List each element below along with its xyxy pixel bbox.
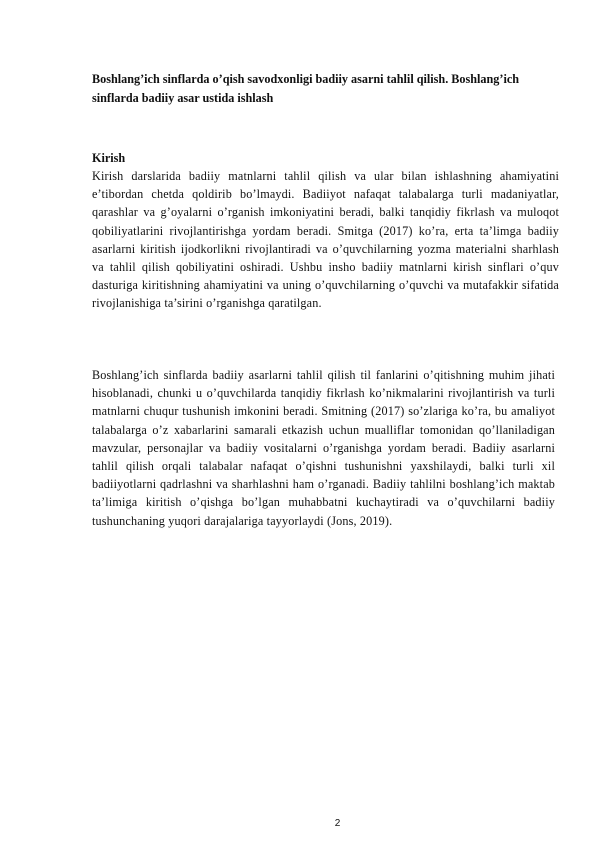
document-title: Boshlang’ich sinflarda o’qish savodxonligi badiiy asarni tahlil qilish. Boshlang’ich sinflarda badiiy asar ustida ishlash: [92, 72, 520, 105]
section-heading: Kirish: [92, 151, 126, 165]
paragraph-1: Kirish darslarida badiiy matnlarni tahlil qilish va ular bilan ishlashning ahamiyatini e’tibordan chetda qoldirib bo’lmaydi. Badiiyot nafaqat talabalarga turli madaniyatlar, qarashlar va g’oyalarni o’rganish imkoniyatini beradi, balki tanqidiy fikrlash va muloqot qobiliyatlarini rivojlantirishga yordam beradi. Smitga (2017) ko’ra, erta ta’limga badiiy asarlarni kiritish ijodkorlikni rivojlantiradi va o’quvchilarning yozma materialni sharhlash va tahlil qilish qobiliyatini oshiradi. Ushbu insho badiiy matnlarni kirish sinflari o’quv dasturiga kiritishning ahamiyatini va uning o’quvchilarning o’quvchi va mutafakkir sifatida rivojlanishiga ta’sirini o’rganishga qaratilgan.: [92, 169, 559, 311]
page-number: 2: [334, 818, 341, 829]
paragraph-2: Boshlang’ich sinflarda badiiy asarlarni tahlil qilish til fanlarini o’qitishning muhim jihati hisoblanadi, chunki u o’quvchilarda tanqidiy fikrlash ko’nikmalarini rivojlantirish va turli matnlarni chuqur tushunish imkonini beradi. Smitning (2017) so’zlariga ko’ra, bu amaliyot talabalarga o’z xabarlarini samarali etkazish uchun mualliflar tomonidan qo’llaniladigan mavzular, personajlar va badiiy vositalarni o’rganishga yordam beradi. Badiiy asarlarni tahlil qilish orqali talabalar nafaqat o’qishni tushunishni yaxshilaydi, balki turli xil badiiyotlarni qadrlashni va sharhlashni ham o’rganadi. Badiiy tahlilni boshlang’ich maktab ta’limiga kiritish o’qishga bo’lgan muhabbatni kuchaytiradi va o’quvchilarni badiiy tushunchaning yuqori darajalariga tayyorlaydi (Jons, 2019).: [92, 368, 555, 528]
